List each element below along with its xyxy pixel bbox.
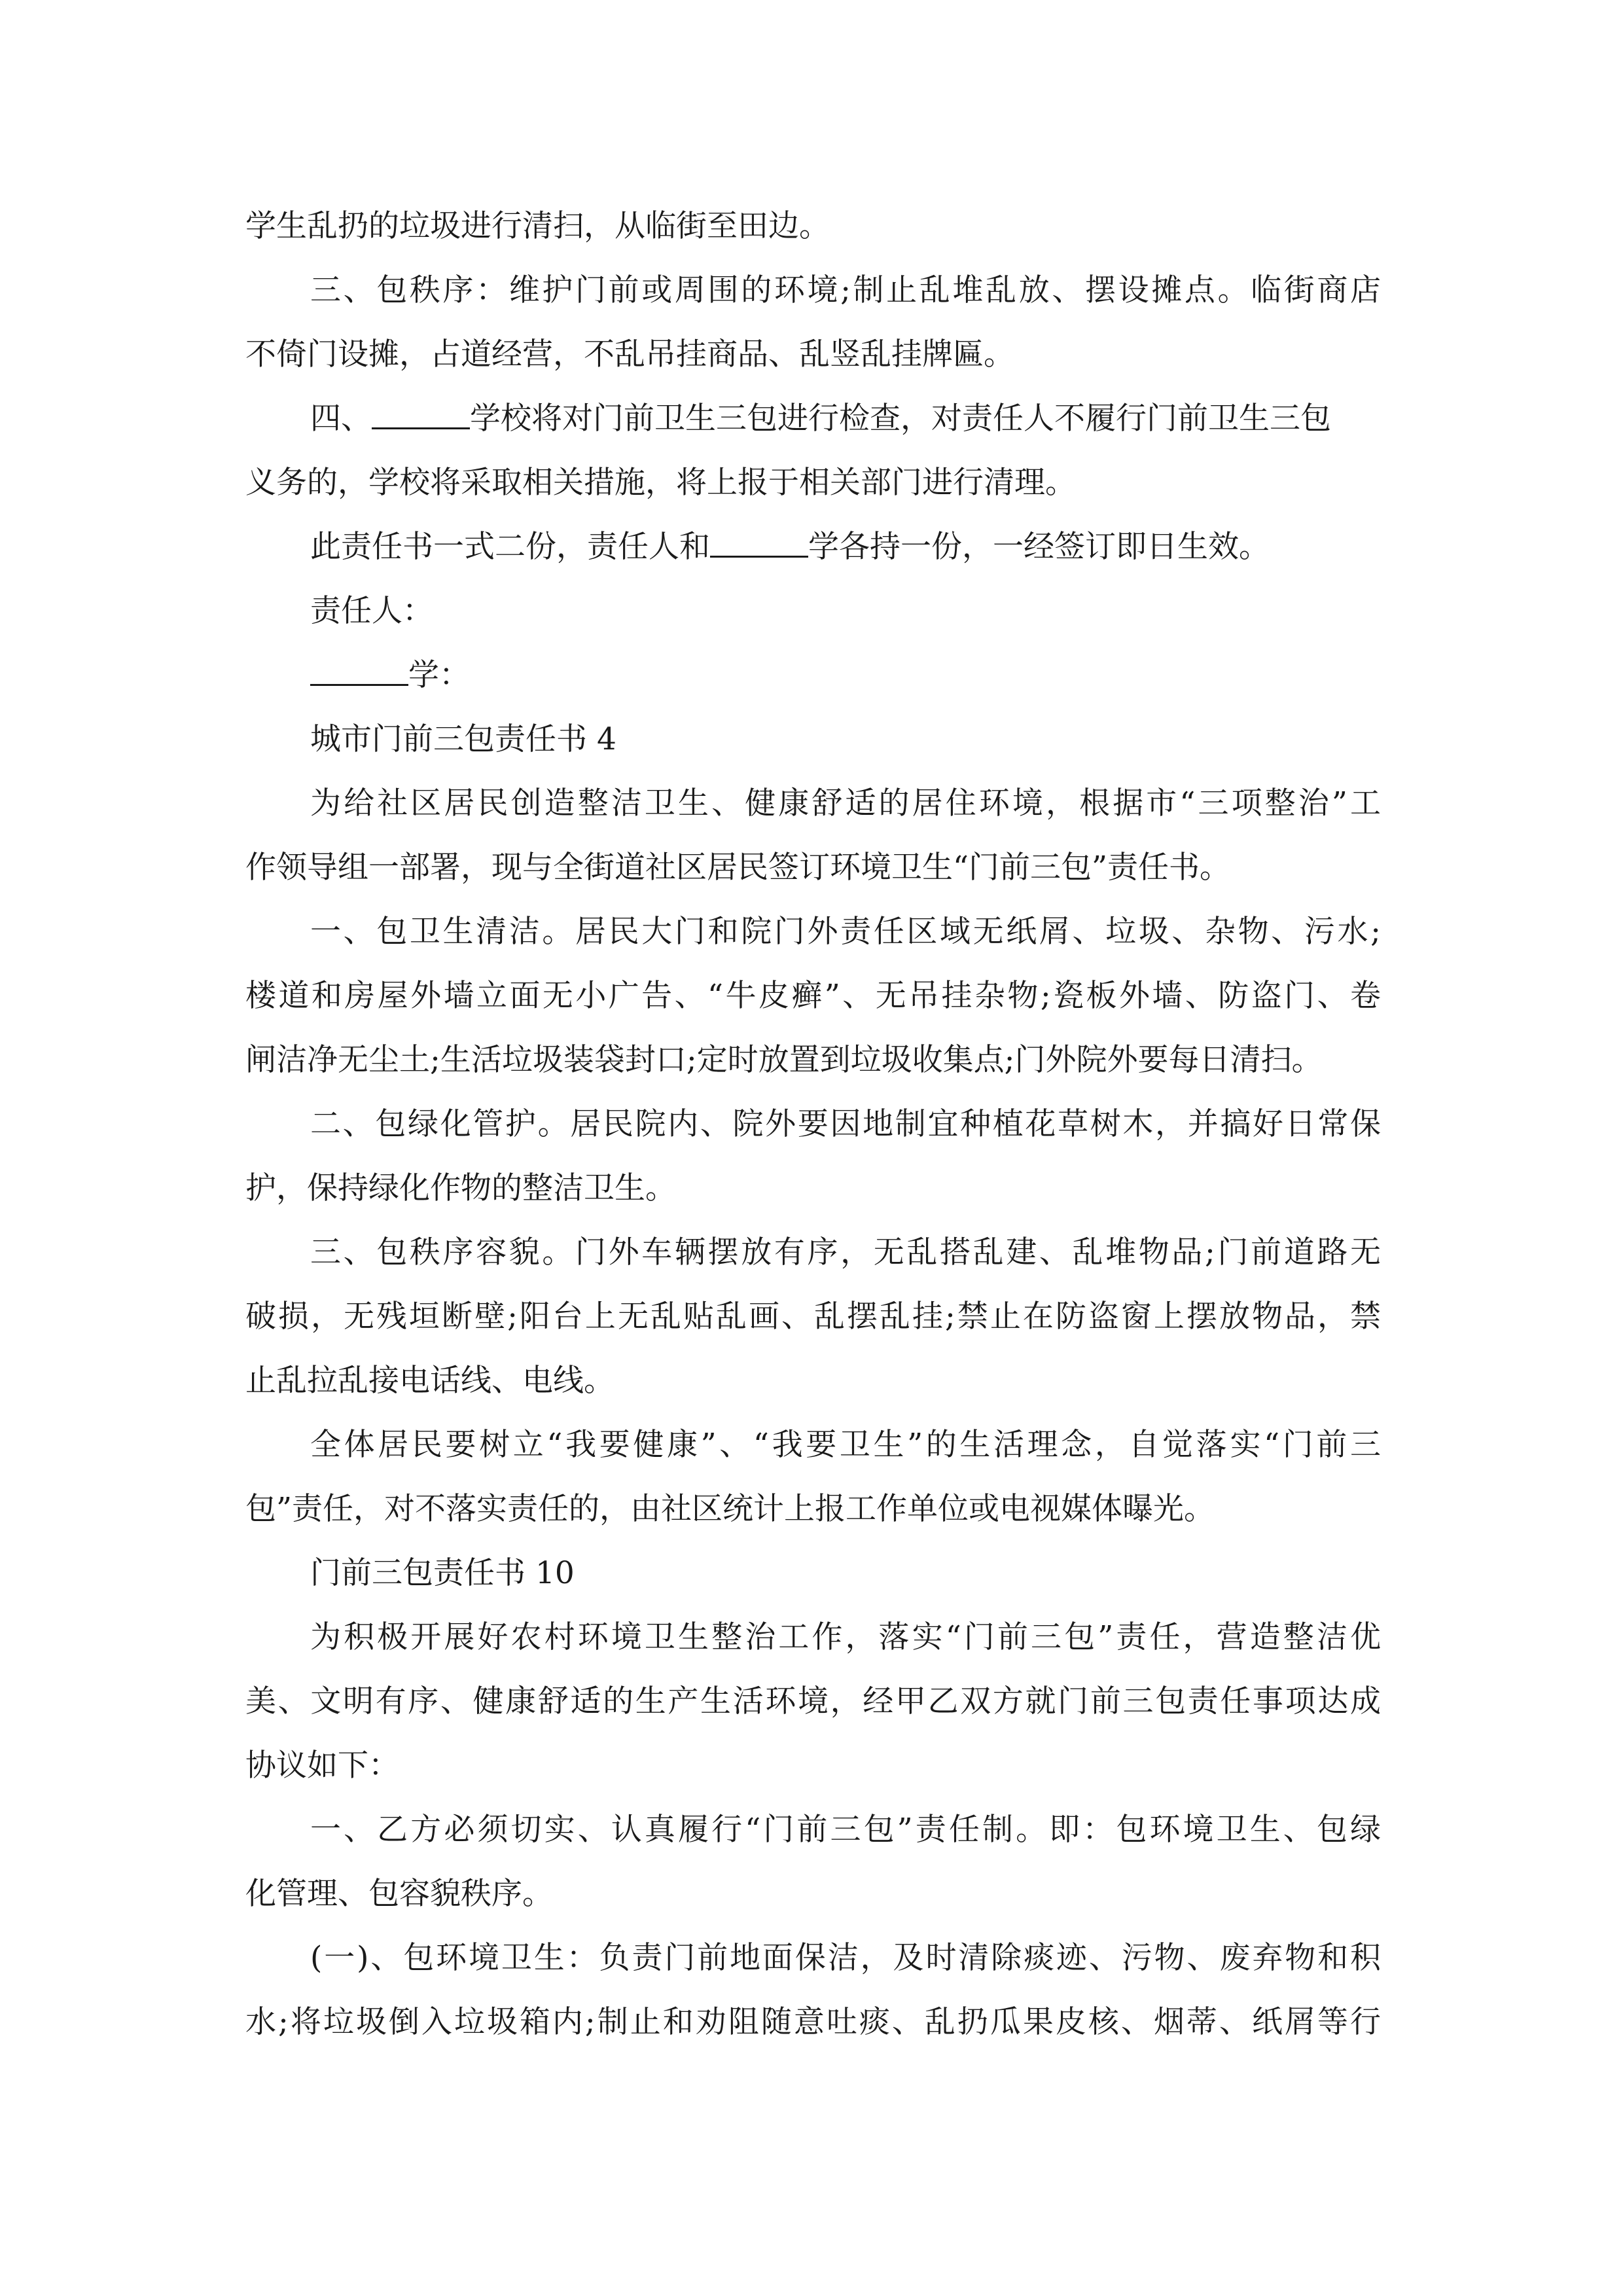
line-text: 学校将对门前卫生三包进行检查，对责任人不履行门前卫生三包 [470, 401, 1331, 437]
line-text: 为积极开展好农村环境卫生整治工作，落实“门前三包”责任，营造整洁优 [310, 1619, 1381, 1655]
line-text: 协议如下： [245, 1748, 399, 1784]
text-line [245, 900, 1381, 964]
line-text: 止乱拉乱接电话线、电线。 [245, 1363, 615, 1399]
line-text: 不倚门设摊，占道经营，不乱吊挂商品、乱竖乱挂牌匾。 [245, 336, 1014, 372]
line-text: 美、文明有序、健康舒适的生产生活环境，经甲乙双方就门前三包责任事项达成 [245, 1683, 1381, 1719]
line-text: 责任人： [310, 593, 433, 629]
section-title [245, 1541, 1381, 1605]
line-text: 破损，无残垣断壁;阳台上无乱贴乱画、乱摆乱挂;禁止在防盗窗上摆放物品，禁 [245, 1299, 1381, 1335]
text-line [245, 1670, 1381, 1734]
text-line [245, 515, 1381, 579]
line-text: 水;将垃圾倒入垃圾箱内;制止和劝阻随意吐痰、乱扔瓜果皮核、烟蒂、纸屑等行 [245, 2004, 1381, 2040]
text-line [245, 1990, 1381, 2054]
text-line [245, 836, 1381, 900]
text-line [245, 451, 1381, 515]
line-text: 三、包秩序：维护门前或周围的环境;制止乱堆乱放、摆设摊点。临街商店 [310, 272, 1381, 308]
text-line [245, 387, 1381, 451]
line-text: 化管理、包容貌秩序。 [245, 1876, 553, 1912]
line-text: 学： [408, 657, 470, 693]
text-line [245, 194, 1381, 259]
fill-in-blank [310, 681, 408, 686]
text-line [245, 1157, 1381, 1221]
line-text: 四、 [310, 401, 372, 437]
line-text: 二、包绿化管护。居民院内、院外要因地制宜种植花草树木，并搞好日常保 [310, 1106, 1381, 1142]
text-line [245, 323, 1381, 387]
text-line [245, 1413, 1381, 1477]
text-line [245, 579, 1381, 643]
section-title [245, 708, 1381, 772]
line-text: 护，保持绿化作物的整洁卫生。 [245, 1170, 676, 1206]
text-line [245, 1926, 1381, 1990]
text-line [245, 1221, 1381, 1285]
text-line [245, 1028, 1381, 1092]
text-line [245, 964, 1381, 1028]
text-line [245, 1862, 1381, 1926]
line-text: 门前三包责任书 10 [310, 1555, 575, 1591]
line-text: 闸洁净无尘土;生活垃圾装袋封口;定时放置到垃圾收集点;门外院外要每日清扫。 [245, 1042, 1323, 1078]
text-line [245, 1477, 1381, 1541]
line-text: 包”责任，对不落实责任的，由社区统计上报工作单位或电视媒体曝光。 [245, 1491, 1215, 1527]
line-text: 作领导组一部署，现与全街道社区居民签订环境卫生“门前三包”责任书。 [245, 850, 1231, 886]
fill-in-blank [710, 553, 808, 558]
line-text: 此责任书一式二份，责任人和 [310, 529, 710, 565]
line-text: 为给社区居民创造整洁卫生、健康舒适的居住环境，根据市“三项整治”工 [310, 785, 1381, 821]
fill-in-blank [372, 425, 470, 429]
line-text: 义务的，学校将采取相关措施，将上报于相关部门进行清理。 [245, 465, 1076, 501]
line-text: 一、包卫生清洁。居民大门和院门外责任区域无纸屑、垃圾、杂物、污水; [310, 914, 1381, 950]
text-line [245, 1092, 1381, 1157]
text-line [245, 1349, 1381, 1413]
text-line [245, 1734, 1381, 1798]
text-line [245, 643, 1381, 708]
text-line [245, 772, 1381, 836]
document-body [245, 194, 1381, 2054]
text-line [245, 1798, 1381, 1862]
line-text: (一)、包环境卫生：负责门前地面保洁，及时清除痰迹、污物、废弃物和积 [310, 1940, 1381, 1976]
line-text: 城市门前三包责任书 4 [310, 721, 616, 757]
line-text: 三、包秩序容貌。门外车辆摆放有序，无乱搭乱建、乱堆物品;门前道路无 [310, 1234, 1381, 1270]
line-text: 楼道和房屋外墙立面无小广告、“牛皮癣”、无吊挂杂物;瓷板外墙、防盗门、卷 [245, 978, 1381, 1014]
text-line [245, 1285, 1381, 1349]
line-text: 一、乙方必须切实、认真履行“门前三包”责任制。即：包环境卫生、包绿 [310, 1812, 1381, 1848]
line-text: 全体居民要树立“我要健康”、“我要卫生”的生活理念，自觉落实“门前三 [310, 1427, 1381, 1463]
line-text: 学各持一份，一经签订即日生效。 [808, 529, 1270, 565]
line-text: 学生乱扔的垃圾进行清扫，从临街至田边。 [245, 208, 830, 244]
text-line [245, 259, 1381, 323]
text-line [245, 1605, 1381, 1670]
